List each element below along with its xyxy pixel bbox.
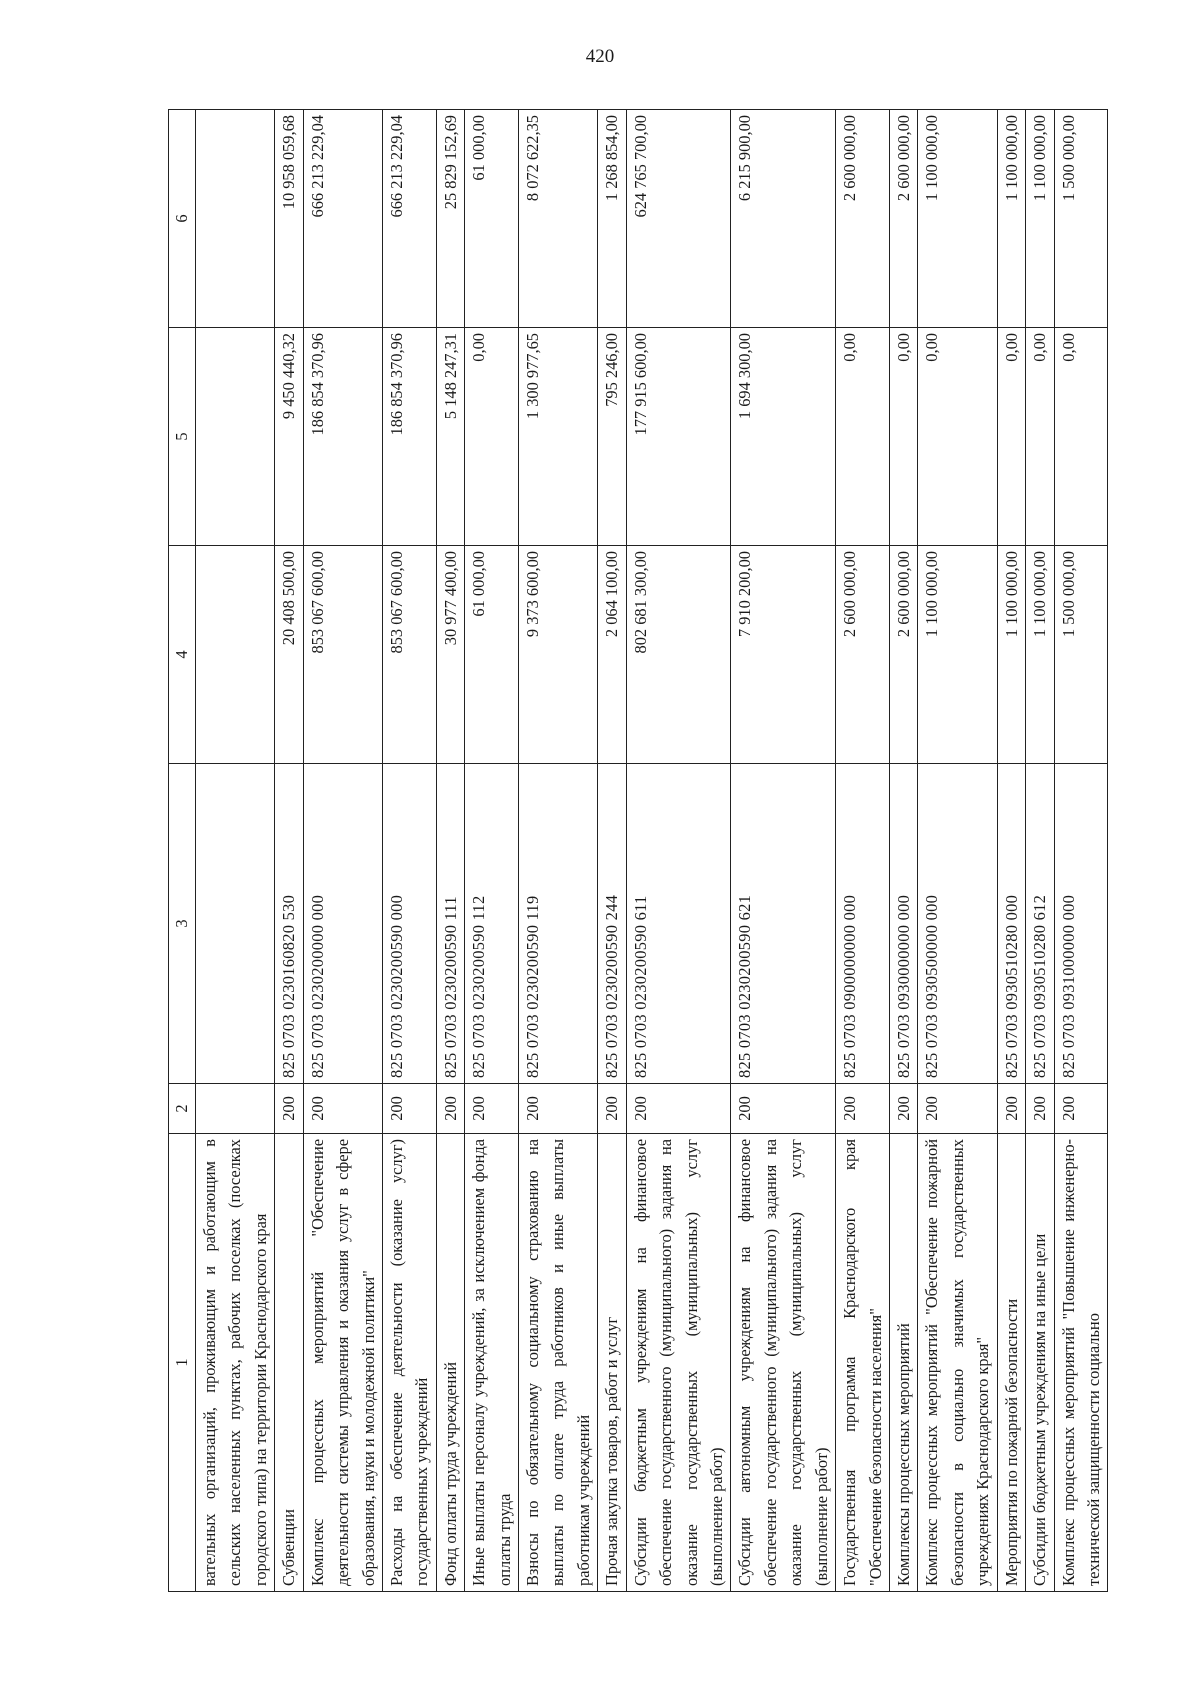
table-row [436, 110, 464, 1592]
row-name-cell: Субвенции [275, 1134, 303, 1592]
row-value-5-cell: 0,00 [997, 328, 1025, 546]
row-code-cell: 200 [889, 1084, 917, 1134]
row-value-6-cell: 6 215 900,00 [731, 110, 836, 328]
row-code-cell: 200 [382, 1084, 436, 1134]
row-value-6-cell: 8 072 622,35 [519, 110, 598, 328]
row-value-5-cell: 186 854 370,96 [382, 328, 436, 546]
row-name-cell: Субсидии бюджетным учреждениям на иные цели [1026, 1134, 1054, 1592]
row-value-5-cell: 0,00 [918, 328, 997, 546]
row-value-6-cell: 61 000,00 [465, 110, 519, 328]
header-cell: 1 [169, 1134, 196, 1592]
row-kbk-cell: 825 0703 0230200590 111 [436, 764, 464, 1084]
row-value-4-cell: 1 100 000,00 [918, 546, 997, 764]
table-row [382, 110, 436, 1592]
row-name-cell: Комплекс процессных мероприятий "Обеспечение пожарной безопасности в социально значимых государственных учреждениях Краснодарского края" [918, 1134, 997, 1592]
table-row [997, 110, 1025, 1592]
row-value-4-cell: 2 600 000,00 [836, 546, 890, 764]
row-name-cell: Расходы на обеспечение деятельности (оказание услуг) государственных учреждений [382, 1134, 436, 1592]
row-code-cell: 200 [836, 1084, 890, 1134]
row-value-6-cell: 624 765 700,00 [626, 110, 731, 328]
row-value-6-cell: 10 958 059,68 [275, 110, 303, 328]
row-value-4-cell: 20 408 500,00 [275, 546, 303, 764]
row-name-cell: Мероприятия по пожарной безопасности [997, 1134, 1025, 1592]
row-value-4-cell: 30 977 400,00 [436, 546, 464, 764]
row-value-5-cell: 0,00 [889, 328, 917, 546]
table-row [1054, 110, 1108, 1592]
row-value-4-cell: 2 600 000,00 [889, 546, 917, 764]
row-kbk-cell: 825 0703 0930510280 612 [1026, 764, 1054, 1084]
row-kbk-cell: 825 0703 0230200590 244 [598, 764, 626, 1084]
row-code-cell: 200 [303, 1084, 382, 1134]
header-cell: 6 [169, 110, 196, 328]
row-kbk-cell: 825 0703 0230200590 000 [382, 764, 436, 1084]
row-value-5-cell: 0,00 [465, 328, 519, 546]
row-value-4-cell: 9 373 600,00 [519, 546, 598, 764]
row-code-cell: 200 [598, 1084, 626, 1134]
table-row [731, 110, 836, 1592]
header-cell: 4 [169, 546, 196, 764]
row-kbk-cell: 825 0703 0230200590 119 [519, 764, 598, 1084]
row-value-6-cell: 25 829 152,69 [436, 110, 464, 328]
table-body [196, 110, 1108, 1592]
row-kbk-cell: 825 0703 0230200000 000 [303, 764, 382, 1084]
row-value-6-cell [196, 110, 275, 328]
table-row [519, 110, 598, 1592]
row-value-4-cell: 853 067 600,00 [303, 546, 382, 764]
row-code-cell: 200 [436, 1084, 464, 1134]
row-value-5-cell: 1 694 300,00 [731, 328, 836, 546]
row-value-5-cell: 177 915 600,00 [626, 328, 731, 546]
row-value-6-cell: 666 213 229,04 [303, 110, 382, 328]
row-kbk-cell: 825 0703 0930000000 000 [889, 764, 917, 1084]
table-row [836, 110, 890, 1592]
table-row [275, 110, 303, 1592]
budget-table [168, 109, 1108, 1592]
row-value-5-cell [196, 328, 275, 546]
row-code-cell [196, 1084, 275, 1134]
row-kbk-cell [196, 764, 275, 1084]
rotated-table-container [168, 110, 1103, 1592]
row-value-6-cell: 1 100 000,00 [1026, 110, 1054, 328]
table-row [918, 110, 997, 1592]
row-value-4-cell: 2 064 100,00 [598, 546, 626, 764]
row-name-cell: Субсидии бюджетным учреждениям на финансовое обеспечение государственного (муниципального) задания на оказание государственных (муниципальных) услуг (выполнение работ) [626, 1134, 731, 1592]
row-value-6-cell: 2 600 000,00 [889, 110, 917, 328]
row-code-cell: 200 [519, 1084, 598, 1134]
header-row [169, 110, 196, 1592]
row-code-cell: 200 [918, 1084, 997, 1134]
header-cell: 3 [169, 764, 196, 1084]
row-kbk-cell: 825 0703 0930510280 000 [997, 764, 1025, 1084]
row-name-cell: Комплекс процессных мероприятий "Повышение инженерно-технической защищенности социально [1054, 1134, 1108, 1592]
table-row [889, 110, 917, 1592]
row-kbk-cell: 825 0703 0930500000 000 [918, 764, 997, 1084]
row-value-4-cell: 802 681 300,00 [626, 546, 731, 764]
row-value-4-cell: 7 910 200,00 [731, 546, 836, 764]
table-row [465, 110, 519, 1592]
row-value-5-cell: 186 854 370,96 [303, 328, 382, 546]
row-code-cell: 200 [731, 1084, 836, 1134]
row-value-5-cell: 5 148 247,31 [436, 328, 464, 546]
row-name-cell: Государственная программа Краснодарского края "Обеспечение безопасности населения" [836, 1134, 890, 1592]
row-kbk-cell: 825 0703 0931000000 000 [1054, 764, 1108, 1084]
row-name-cell: вательных организаций, проживающим и работающим в сельских населенных пунктах, рабочих поселках (поселках городского типа) на территории Краснодарского края [196, 1134, 275, 1592]
row-name-cell: Иные выплаты персоналу учреждений, за исключением фонда оплаты труда [465, 1134, 519, 1592]
row-value-4-cell: 1 100 000,00 [1026, 546, 1054, 764]
row-value-5-cell: 0,00 [1026, 328, 1054, 546]
row-name-cell: Комплекс процессных мероприятий "Обеспечение деятельности системы управления и оказания услуг в сфере образования, науки и молодежной политики" [303, 1134, 382, 1592]
row-name-cell: Прочая закупка товаров, работ и услуг [598, 1134, 626, 1592]
row-value-5-cell: 795 246,00 [598, 328, 626, 546]
row-value-5-cell: 9 450 440,32 [275, 328, 303, 546]
row-name-cell: Субсидии автономным учреждениям на финансовое обеспечение государственного (муниципального) задания на оказание государственных (муниципальных) услуг (выполнение работ) [731, 1134, 836, 1592]
row-code-cell: 200 [1026, 1084, 1054, 1134]
row-name-cell: Фонд оплаты труда учреждений [436, 1134, 464, 1592]
row-code-cell: 200 [1054, 1084, 1108, 1134]
table-row [196, 110, 275, 1592]
table-row [626, 110, 731, 1592]
table-row [1026, 110, 1054, 1592]
row-name-cell: Взносы по обязательному социальному страхованию на выплаты по оплате труда работников и иные выплаты работникам учреждений [519, 1134, 598, 1592]
row-value-4-cell: 61 000,00 [465, 546, 519, 764]
row-value-6-cell: 1 268 854,00 [598, 110, 626, 328]
row-kbk-cell: 825 0703 0230200590 611 [626, 764, 731, 1084]
table-row [303, 110, 382, 1592]
row-value-5-cell: 1 300 977,65 [519, 328, 598, 546]
row-value-6-cell: 1 500 000,00 [1054, 110, 1108, 328]
row-code-cell: 200 [997, 1084, 1025, 1134]
row-kbk-cell: 825 0703 0230160820 530 [275, 764, 303, 1084]
row-value-6-cell: 2 600 000,00 [836, 110, 890, 328]
row-code-cell: 200 [465, 1084, 519, 1134]
row-value-5-cell: 0,00 [836, 328, 890, 546]
row-value-4-cell: 1 500 000,00 [1054, 546, 1108, 764]
table-row [598, 110, 626, 1592]
row-value-5-cell: 0,00 [1054, 328, 1108, 546]
row-value-6-cell: 1 100 000,00 [997, 110, 1025, 328]
row-value-4-cell: 1 100 000,00 [997, 546, 1025, 764]
row-kbk-cell: 825 0703 0230200590 621 [731, 764, 836, 1084]
row-code-cell: 200 [275, 1084, 303, 1134]
row-value-6-cell: 1 100 000,00 [918, 110, 997, 328]
row-value-4-cell: 853 067 600,00 [382, 546, 436, 764]
header-cell: 5 [169, 328, 196, 546]
row-kbk-cell: 825 0703 0900000000 000 [836, 764, 890, 1084]
row-value-4-cell [196, 546, 275, 764]
row-code-cell: 200 [626, 1084, 731, 1134]
row-name-cell: Комплексы процессных мероприятий [889, 1134, 917, 1592]
row-value-6-cell: 666 213 229,04 [382, 110, 436, 328]
header-cell: 2 [169, 1084, 196, 1134]
page-number: 420 [585, 46, 615, 67]
row-kbk-cell: 825 0703 0230200590 112 [465, 764, 519, 1084]
